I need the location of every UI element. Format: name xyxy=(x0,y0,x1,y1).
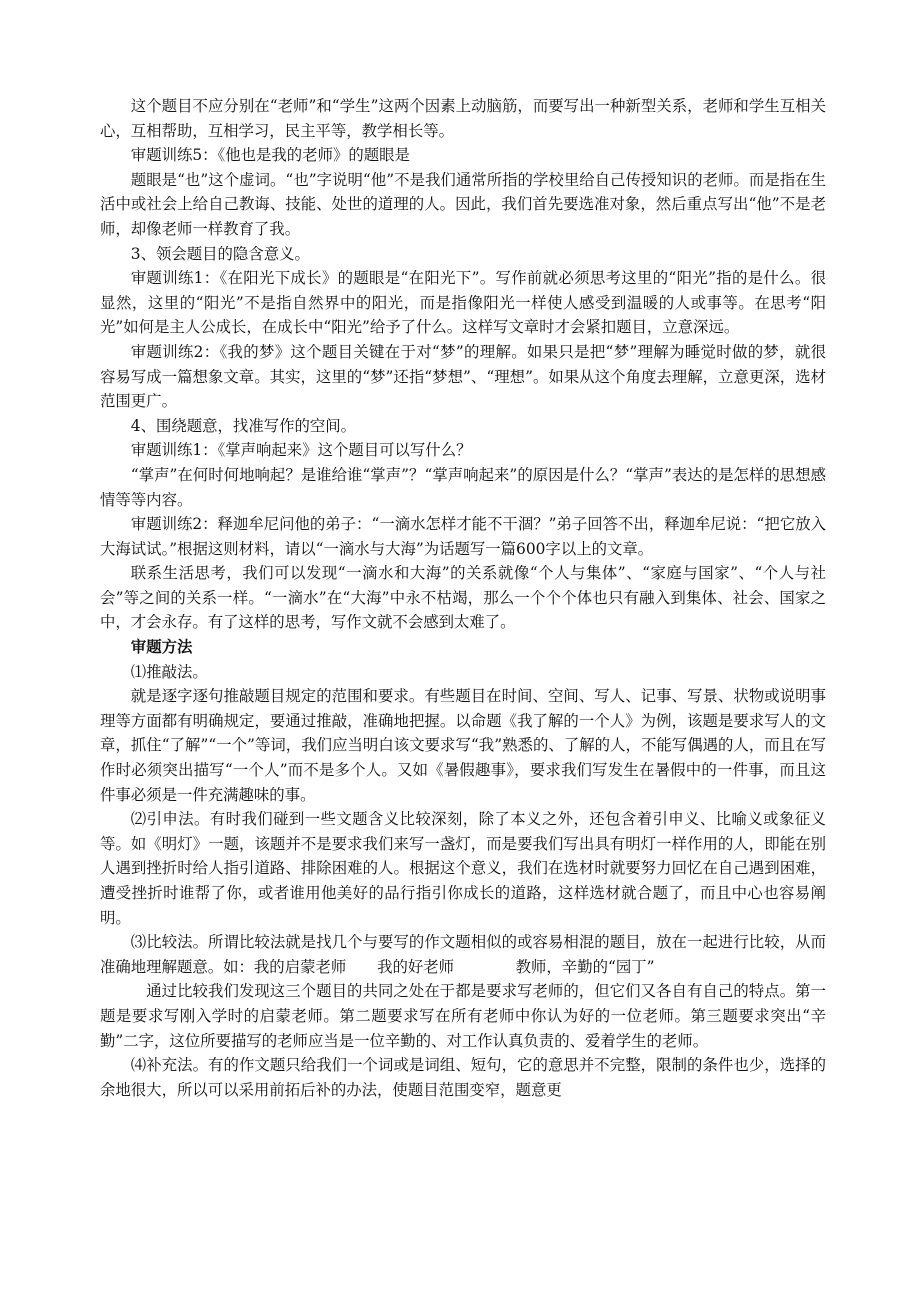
section-heading-4: 4、围绕题意，找准写作的空间。 xyxy=(130,416,357,435)
method-1-body: 就是逐字逐句推敲题目规定的范围和要求。有些题目在时间、空间、写人、记事、写景、状物或说明事理等方面都有明确规定，要通过推敲，准确地把握。以命题《我了解的一个人》为例，该题是要求写人的文章，抓住“了解”“一个”等词，我们应当明白该文要求写“我”熟悉的、了解的人，不能写偶遇的人，而且在写作时必须突出描写“一个人”而不是多个人。又如《暑假趣事》，要求我们写发生在暑假中的一件事，而且这件事必须是一件充满趣味的事。 xyxy=(100,687,826,804)
paragraph-7: “掌声”在何时何地响起？是谁给谁“掌声”？“掌声响起来”的原因是什么？“掌声”表达的是怎样的思想感情等等内容。 xyxy=(100,465,826,509)
method-3-text: ⑶比较法。所谓比较法就是找几个与要写的作文题相似的或容易相混的题目，放在一起进行比较，从而准确地理解题意。如：我的启蒙老师 xyxy=(100,933,826,976)
paragraph-2: 审题训练5：《他也是我的老师》的题眼是 xyxy=(130,146,410,165)
example-title-2: 我的好老师 xyxy=(377,957,455,976)
paragraph-6: 审题训练1：《掌声响起来》这个题目可以写什么？ xyxy=(130,441,472,460)
paragraph-3: 题眼是“也”这个虚词。“也”字说明“他”不是我们通常所指的学校里给自己传授知识的老师。而是指在生活中或社会上给自己教诲、技能、处世的道理的人。因此，我们首先要选准对象，然后重点写出“他”不是老师，却像老师一样教育了我。 xyxy=(100,170,826,238)
method-heading: 审题方法 xyxy=(130,638,193,657)
method-3 xyxy=(100,930,826,979)
paragraph-8: 审题训练2：释迦牟尼问他的弟子：“一滴水怎样才能不干涸？”弟子回答不出，释迦牟尼说：“把它放入大海试试。”根据这则材料，请以“一滴水与大海”为话题写一篇600字以上的文章。 xyxy=(100,515,826,558)
method-2: ⑵引申法。有时我们碰到一些文题含义比较深刻，除了本义之外，还包含着引申义、比喻义或象征义等。如《明灯》一题，该题并不是要求我们来写一盏灯，而是要我们写出具有明灯一样作用的人，即能在别人遇到挫折时给人指引道路、排除困难的人。根据这个意义，我们在选材时就要努力回忆在自己遇到困难，遭受挫折时谁帮了你，或者谁用他美好的品行指引你成长的道路，这样选材就合题了，而且中心也容易阐明。 xyxy=(100,810,826,927)
example-title-3: 教师，辛勤的“园丁” xyxy=(515,957,655,976)
paragraph-1: 这个题目不应分别在“老师”和“学生”这两个因素上动脑筋，而要写出一种新型关系，老师和学生互相关心，互相帮助，互相学习，民主平等，教学相长等。 xyxy=(100,97,826,140)
document-body xyxy=(100,94,826,1102)
paragraph-9: 联系生活思考，我们可以发现“一滴水和大海”的关系就像“个人与集体”、“家庭与国家”、“个人与社会”等之间的关系一样。“一滴水”在“大海”中永不枯竭，那么一个个个体也只有融入到集体、社会、国家之中，才会永存。有了这样的思考，写作文就不会感到太难了。 xyxy=(100,564,826,632)
section-heading-3: 3、领会题目的隐含意义。 xyxy=(130,244,310,263)
paragraph-compare-result: 通过比较我们发现这三个题目的共同之处在于都是要求写老师的，但它们又各自有自己的特点。第一题是要求写刚入学时的启蒙老师。第二题要求写在所有老师中你认为好的一位老师。第三题要求突出“辛勤”二字，这位所要描写的老师应当是一位辛勤的、对工作认真负责的、爱着学生的老师。 xyxy=(100,982,826,1050)
paragraph-4: 审题训练1：《在阳光下成长》的题眼是“在阳光下”。写作前就必须思考这里的“阳光”指的是什么。很显然，这里的“阳光”不是指自然界中的阳光，而是指像阳光一样使人感受到温暖的人或事等。在思考“阳光”如何是主人公成长，在成长中“阳光”给予了什么。这样写文章时才会紧扣题目，立意深远。 xyxy=(100,269,826,337)
method-4: ⑷补充法。有的作文题只给我们一个词或是词组、短句，它的意思并不完整，限制的条件也少，选择的余地很大，所以可以采用前拓后补的办法，使题目范围变窄，题意更 xyxy=(100,1056,826,1099)
paragraph-5: 审题训练2：《我的梦》这个题目关键在于对“梦”的理解。如果只是把“梦”理解为睡觉时做的梦，就很容易写成一篇想象文章。其实，这里的“梦”还指“梦想”、“理想”。如果从这个角度去理解，立意更深，选材范围更广。 xyxy=(100,342,826,411)
method-1-title: ⑴推敲法。 xyxy=(130,662,208,681)
